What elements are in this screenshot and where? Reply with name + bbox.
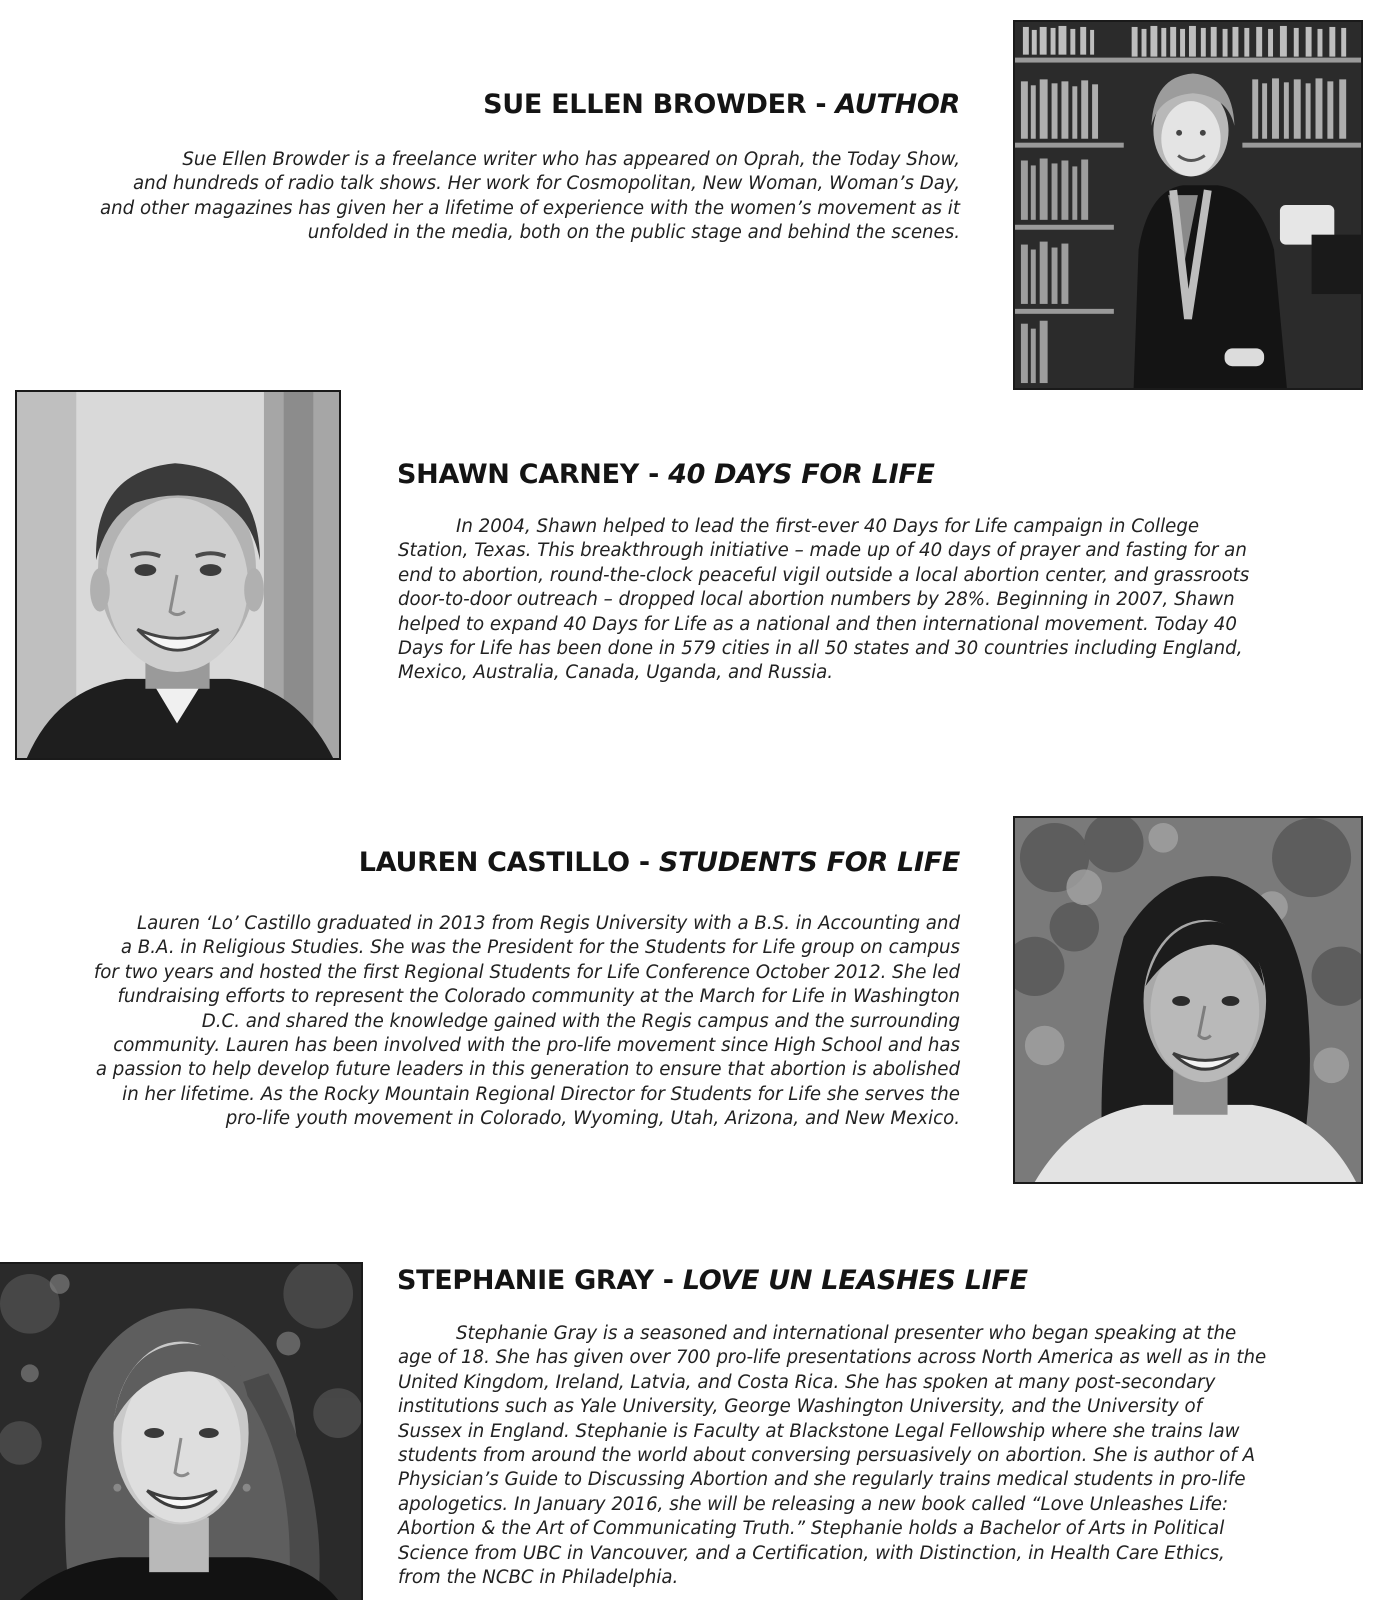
- bio-line: a B.A. in Religious Studies. She was the President for the Students for Life group on campus: [120, 937, 960, 959]
- speaker-photo: [1013, 20, 1363, 390]
- bio-line: in her lifetime. As the Rocky Mountain Regional Director for Students for Life she serves the: [122, 1083, 960, 1105]
- speaker-bio: [100, 148, 960, 246]
- bio-line: Abortion & the Art of Communicating Truth.” Stephanie holds a Bachelor of Arts in Political: [398, 1518, 1225, 1540]
- speaker-name: LAUREN CASTILLO: [358, 847, 630, 878]
- speaker-photo: [15, 390, 341, 760]
- bio-line: end to abortion, round-the-clock peaceful vigil outside a local abortion center, and grassroots: [398, 564, 1250, 586]
- bio-line: for two years and hosted the first Regional Students for Life Conference October 2012. She led: [93, 961, 960, 983]
- bio-line: Mexico, Australia, Canada, Uganda, and Russia.: [398, 662, 834, 684]
- heading-separator: -: [629, 847, 659, 878]
- bio-line: fundraising efforts to represent the Colorado community at the March for Life in Washington: [117, 986, 960, 1008]
- speaker-heading: [397, 1264, 1028, 1298]
- speaker-role: 40 DAYS FOR LIFE: [668, 459, 935, 490]
- bio-line: door-to-door outreach – dropped local abortion numbers by 28%. Beginning in 2007, Shawn: [398, 589, 1235, 611]
- bio-line: Days for Life has been done in 579 cities in all 50 states and 30 countries including England,: [398, 638, 1243, 660]
- bio-line: pro-life youth movement in Colorado, Wyoming, Utah, Arizona, and New Mexico.: [225, 1108, 960, 1130]
- bio-line: and hundreds of radio talk shows. Her work for Cosmopolitan, New Woman, Woman’s Day,: [132, 173, 960, 195]
- speaker-name: STEPHANIE GRAY: [397, 1265, 654, 1296]
- bio-line: Sussex in England. Stephanie is Faculty at Blackstone Legal Fellowship where she trains law: [398, 1420, 1240, 1442]
- speaker-bio: [398, 1322, 1266, 1590]
- speaker-name: SHAWN CARNEY: [397, 459, 639, 490]
- speaker-role: LOVE UN LEASHES LIFE: [682, 1265, 1028, 1296]
- speaker-heading: [397, 458, 935, 492]
- heading-separator: -: [806, 89, 836, 120]
- bio-line: Physician’s Guide to Discussing Abortion and she regularly trains medical students in pro-life: [398, 1469, 1246, 1491]
- bio-line: unfolded in the media, both on the public stage and behind the scenes.: [307, 222, 960, 244]
- heading-separator: -: [639, 459, 669, 490]
- speaker-bio: [94, 912, 960, 1132]
- bio-line: age of 18. She has given over 700 pro-life presentations across North America as well as in the: [398, 1347, 1267, 1369]
- bio-line: and other magazines has given her a lifetime of experience with the women’s movement as it: [99, 197, 960, 219]
- speaker-role: AUTHOR: [835, 89, 960, 120]
- bio-line: D.C. and shared the knowledge gained with the Regis campus and the surrounding: [201, 1010, 960, 1032]
- bio-line: Science from UBC in Vancouver, and a Certification, with Distinction, in Health Care Ethics,: [398, 1542, 1225, 1564]
- speaker-heading: [483, 88, 960, 122]
- speaker-name: SUE ELLEN BROWDER: [483, 89, 807, 120]
- bio-line: United Kingdom, Ireland, Latvia, and Costa Rica. She has spoken at many post-secondary: [398, 1371, 1216, 1393]
- speaker-photo: [0, 1262, 363, 1600]
- bio-line: community. Lauren has been involved with the pro-life movement since High School and has: [113, 1035, 960, 1057]
- bio-line: apologetics. In January 2016, she will be releasing a new book called “Love Unleashes Life:: [398, 1493, 1229, 1515]
- heading-separator: -: [653, 1265, 683, 1296]
- speaker-role: STUDENTS FOR LIFE: [658, 847, 960, 878]
- speaker-photo: [1013, 816, 1363, 1184]
- bio-line: Stephanie Gray is a seasoned and international presenter who began speaking at the: [456, 1323, 1237, 1344]
- bio-line: In 2004, Shawn helped to lead the first-ever 40 Days for Life campaign in College: [456, 516, 1200, 537]
- bio-line: institutions such as Yale University, George Washington University, and the University of: [398, 1396, 1203, 1418]
- bio-line: Lauren ‘Lo’ Castillo graduated in 2013 from Regis University with a B.S. in Accounting and: [137, 913, 960, 934]
- bio-line: from the NCBC in Philadelphia.: [398, 1567, 679, 1589]
- speaker-heading: [359, 846, 960, 880]
- bio-line: helped to expand 40 Days for Life as a national and then international movement. Today 40: [398, 613, 1237, 635]
- bio-line: a passion to help develop future leaders in this generation to ensure that abortion is abolished: [95, 1059, 960, 1081]
- speaker-bio: [398, 515, 1249, 686]
- bio-line: Station, Texas. This breakthrough initiative – made up of 40 days of prayer and fasting for an: [398, 540, 1247, 562]
- bio-line: students from around the world about conversing persuasively on abortion. She is author of A: [398, 1445, 1256, 1467]
- bio-line: Sue Ellen Browder is a freelance writer who has appeared on Oprah, the Today Show,: [182, 149, 960, 170]
